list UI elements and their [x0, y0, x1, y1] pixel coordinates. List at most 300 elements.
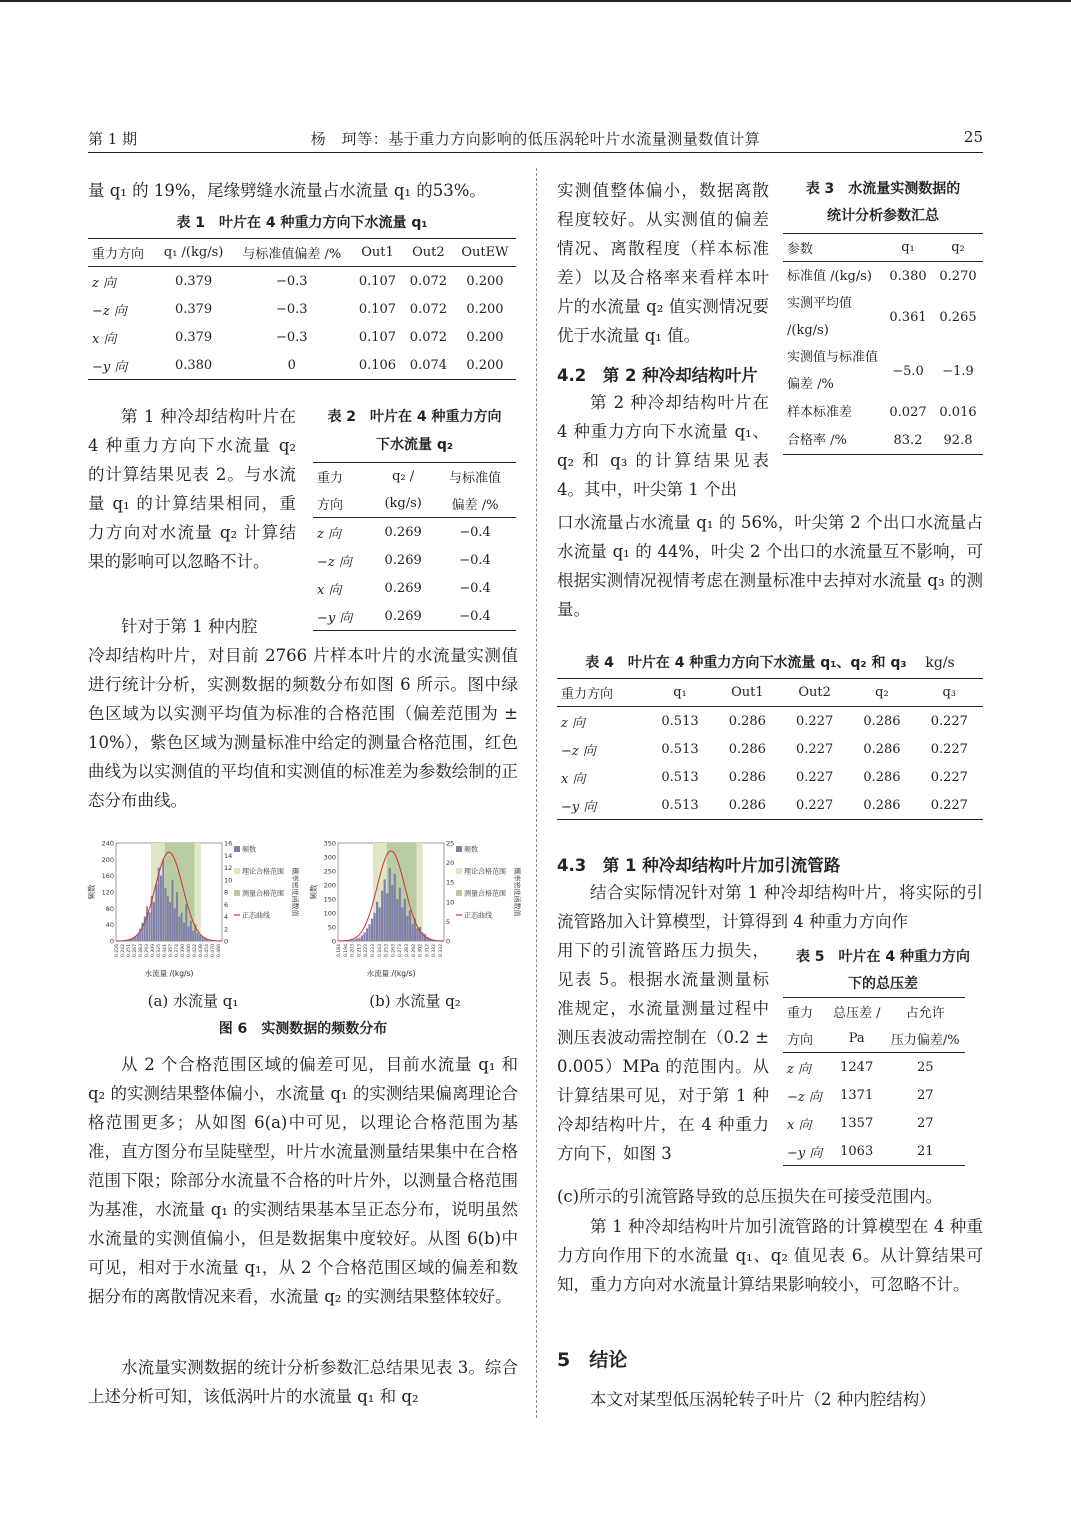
- table-cell: −0.3: [276, 273, 308, 289]
- x-tick-label: 0.267: [133, 944, 138, 958]
- x-tick-label: 0.470: [211, 944, 216, 958]
- y2-tick-label: 25: [446, 839, 455, 848]
- table-cell: −0.3: [276, 301, 308, 317]
- paragraph-right-top: 实测值整体偏小，数据离散程度较好。从实测值的偏差情况、离散程度（样本标准差）以及合格率来看样本叶片的水流量 q₂ 值实测情况要优于水流量 q₁ 值。: [557, 181, 769, 345]
- histogram-bar: [197, 933, 199, 941]
- y2-tick-label: 16: [224, 839, 233, 848]
- table-cell: 0.286: [863, 713, 901, 729]
- y2-tick-label: 15: [446, 878, 455, 887]
- table4.headers-header-cell: 重力方向: [557, 679, 646, 707]
- x-tick-label: 0.233: [371, 944, 376, 958]
- table-cell: 21: [916, 1143, 934, 1159]
- table4.headers-header-cell: q₁: [646, 679, 713, 707]
- running-header: [88, 124, 983, 152]
- x-tick-label: 0.302: [418, 944, 424, 958]
- table1.headers-header-cell: 与标准值偏差 /%: [232, 239, 352, 267]
- x-tick-label: 0.357: [169, 944, 174, 958]
- table3.headers-header-cell: q₁: [883, 234, 933, 262]
- x-tick-label: 0.406: [187, 944, 192, 958]
- table-cell: −y 向: [92, 359, 128, 375]
- table-cell: 0.106: [358, 357, 397, 373]
- x-tick-label: 0.184: [337, 944, 342, 958]
- y2-tick-label: 0: [224, 937, 229, 946]
- table5-caption-line2: 下的总压差: [848, 976, 918, 992]
- table-cell: 0.513: [661, 797, 699, 813]
- table4.headers-header-cell: Out2: [781, 679, 848, 707]
- table2.headers1-header-cell: 与标准值: [449, 471, 502, 486]
- x-tick-label: 0.194: [343, 944, 349, 958]
- y-tick-label: 100: [323, 909, 336, 918]
- table2-caption-line1: 表 2 叶片在 4 种重力方向: [327, 409, 502, 425]
- table-cell: −z 向: [317, 554, 352, 570]
- x-tick-label: 0.203: [350, 944, 356, 958]
- histogram-bar: [394, 874, 396, 941]
- table5: [783, 997, 965, 1166]
- table4: [557, 678, 983, 820]
- x-tick-label: 0.242: [121, 944, 126, 958]
- table-cell: x 向: [317, 582, 342, 598]
- histogram-bar: [416, 928, 418, 941]
- table1-header-row: [88, 239, 516, 267]
- table1.headers-header-cell: q₁ /(kg/s): [156, 239, 232, 267]
- table-row: [88, 351, 516, 380]
- table-row: [783, 398, 983, 426]
- histogram-bar: [363, 933, 365, 941]
- y-tick-label: 200: [101, 855, 114, 864]
- table-cell: −0.4: [459, 552, 491, 568]
- table5.headers1-header-cell: 总压差 /: [832, 1006, 881, 1021]
- table-cell: −z 向: [561, 743, 596, 759]
- histogram-bar: [153, 902, 155, 941]
- table-cell: 0.270: [939, 268, 977, 284]
- paragraph-top: 量 q₁ 的 19%，尾缘劈缝水流量占水流量 q₁ 的53%。: [88, 181, 486, 200]
- figure6a-chart: [88, 835, 298, 985]
- table1.headers-header-cell: Out2: [403, 239, 454, 267]
- table3.headers-header-cell: q₂: [933, 234, 983, 262]
- table-cell: −5.0: [892, 363, 924, 379]
- histogram-bar: [356, 938, 358, 941]
- table-row: [557, 707, 983, 736]
- table-cell: −0.4: [459, 524, 491, 540]
- table-row: [313, 602, 516, 631]
- table-cell: x 向: [92, 331, 117, 347]
- running-title: 杨 珂等：基于重力方向影响的低压涡轮叶片水流量测量数值计算: [310, 130, 761, 148]
- histogram-bar: [358, 938, 360, 941]
- table-cell: 0.513: [661, 741, 699, 757]
- table5-header-row2: [783, 1025, 965, 1053]
- y-tick-label: 80: [105, 904, 114, 913]
- histogram-bar: [176, 892, 178, 941]
- table4.headers-header-cell: q₂: [848, 679, 915, 707]
- histogram-bar: [379, 907, 381, 941]
- table-cell: 0.227: [930, 741, 968, 757]
- table-cell: 0.200: [466, 329, 504, 345]
- table2: [313, 462, 516, 631]
- table-row: [557, 791, 983, 820]
- table-cell: 1063: [840, 1143, 874, 1159]
- y-axis-label: 频数: [87, 884, 96, 900]
- histogram-bar: [411, 924, 413, 941]
- x-tick-label: 0.341: [163, 944, 168, 958]
- paragraph-4-3-lead: 结合实际情况针对第 1 种冷却结构叶片，将实际的引流管路加入计算模型，计算得到 4 种重力方向作: [557, 883, 983, 931]
- histogram-bar: [386, 893, 388, 941]
- x-tick-label: 0.243: [377, 944, 383, 958]
- x-tick-label: 0.293: [145, 944, 150, 958]
- table-cell: −y 向: [561, 799, 597, 815]
- table-cell: 0.107: [358, 301, 397, 317]
- y-tick-label: 160: [101, 872, 114, 881]
- column-divider: [536, 168, 537, 1418]
- y2-tick-label: 6: [224, 900, 229, 909]
- top-rule: [0, 0, 1071, 2]
- y-tick-label: 240: [101, 839, 114, 848]
- y-tick-label: 0: [331, 937, 336, 946]
- table-cell: 83.2: [893, 432, 923, 448]
- table-cell: 1247: [840, 1059, 874, 1075]
- x-tick-label: 0.283: [139, 944, 144, 958]
- histogram-bar: [371, 919, 373, 941]
- table-cell: 样本标准差: [787, 404, 853, 420]
- y2-tick-label: 5: [446, 917, 451, 926]
- table1.headers-header-cell: 重力方向: [88, 239, 156, 267]
- table-row: [557, 763, 983, 791]
- legend-swatch: [234, 868, 240, 874]
- x-tick-label: 0.292: [411, 944, 417, 958]
- table-row: [88, 323, 516, 351]
- heading-4-2: 4.2 第 2 种冷却结构叶片: [557, 366, 758, 385]
- table2.headers1-header-cell: 重力: [317, 471, 344, 486]
- histogram-bar: [396, 899, 398, 941]
- histogram-bar: [401, 907, 403, 941]
- table-cell: 0.227: [930, 769, 968, 785]
- table1-body: [88, 267, 516, 380]
- histogram-bar: [171, 880, 173, 941]
- x-tick-label: 0.422: [193, 944, 198, 958]
- table-cell: −0.4: [459, 580, 491, 596]
- table-cell: 0.200: [466, 357, 504, 373]
- histogram-bar: [376, 902, 378, 941]
- table-cell: 0.074: [409, 357, 448, 373]
- y2-tick-label: 0: [446, 937, 451, 946]
- table-cell: 0.027: [889, 404, 927, 420]
- histogram-bar: [165, 888, 167, 941]
- y-tick-label: 40: [105, 921, 114, 930]
- table-cell: 0.269: [384, 524, 422, 540]
- table-row: [783, 344, 983, 398]
- table5-body: [783, 1053, 965, 1166]
- table-row: [783, 426, 983, 455]
- table4-caption: [557, 650, 983, 676]
- y2-tick-label: 20: [446, 859, 455, 868]
- table-row: [783, 1137, 965, 1166]
- x-tick-label: 0.213: [357, 944, 363, 958]
- legend-swatch: [456, 868, 462, 874]
- y2-axis-label: 概率密度函数值: [513, 867, 521, 917]
- x-tick-label: 0.309: [151, 944, 156, 958]
- paragraph-4-3-cont: (c)所示的引流管路导致的总压损失在可接受范围内。: [557, 1187, 943, 1206]
- table-cell: 0.379: [174, 301, 213, 317]
- page-number: 25: [963, 128, 983, 146]
- paragraph-deviation: 从 2 个合格范围区域的偏差可见，目前水流量 q₁ 和 q₂ 的实测结果整体偏小，水流量 q₁ 的实测结果偏离理论合格范围更多；从如图 6(a)中可见，以理论合格范围为基准，直方图分布呈陡壁型，叶片水流量测量结果集中在合格范围下限；除部分水流量不合格的叶片外，以测量合格范围为基准，水流量 q₁ 的实测结果基本呈正态分布，说明虽然水流量的实测值偏小，但是数据集中度较好。从图 6(b)中可见，相对于水流量 q₁，从 2 个合格范围区域的偏差和数据分布的离散情况来看，水流量 q₂ 的实测结果整体较好。: [88, 1055, 518, 1306]
- table-cell: 0.286: [863, 797, 901, 813]
- figure6-caption: 图 6 实测数据的频数分布: [218, 1021, 388, 1037]
- table1-caption: 表 1 叶片在 4 种重力方向下水流量 q₁: [176, 215, 428, 231]
- table2.headers1-header-cell: q₂ /: [392, 469, 415, 484]
- table5.headers2-header-cell: 方向: [783, 1025, 828, 1053]
- histogram-bar: [160, 876, 162, 941]
- histogram-bar: [148, 912, 150, 941]
- table5.headers1-header-cell: 重力: [787, 1006, 814, 1021]
- table-cell: 0.286: [728, 713, 766, 729]
- table5.headers2-header-cell: 压力偏差/%: [885, 1025, 965, 1053]
- table-cell: 0.286: [863, 741, 901, 757]
- y-tick-label: 250: [323, 867, 336, 876]
- table-row: [88, 267, 516, 296]
- table-row: [783, 290, 983, 344]
- heading-5: 5 结论: [557, 1349, 628, 1371]
- y-tick-label: 300: [323, 853, 336, 862]
- figure6a-caption: (a) 水流量 q₁: [147, 992, 239, 1010]
- table-cell: 27: [916, 1115, 934, 1131]
- header-rule: [88, 152, 983, 153]
- histogram-bar: [167, 896, 169, 941]
- figure6b-caption: (b) 水流量 q₂: [369, 992, 461, 1010]
- x-axis-label: 水流量 /(kg/s): [144, 969, 194, 978]
- table2-body: [313, 518, 516, 631]
- legend-swatch: [456, 846, 462, 852]
- table3: [783, 233, 983, 455]
- table4-caption-text: 表 4 叶片在 4 种重力方向下水流量 q₁、q₂ 和 q₃: [585, 655, 907, 671]
- table5-header-row1: [783, 998, 965, 1026]
- table-cell: 0.016: [939, 404, 977, 420]
- legend-label: 理论合格范围: [242, 867, 284, 876]
- histogram-bar: [391, 885, 393, 941]
- table-cell: 实测值与标准值偏差 /%: [787, 350, 879, 392]
- table-cell: 合格率 /%: [787, 432, 847, 448]
- table5.headers1-header-cell: 占允许: [905, 1006, 945, 1021]
- paragraph-first-type: 第 1 种冷却结构叶片在 4 种重力方向下水流量 q₂ 的计算结果见表 2。与水流量 q₁ 的计算结果相同，重力方向对水流量 q₂ 计算结果的影响可以忽略不计。: [88, 407, 296, 571]
- table-row: [557, 735, 983, 763]
- histogram-bar: [162, 859, 164, 941]
- y2-tick-label: 12: [224, 864, 233, 872]
- table-row: [783, 1109, 965, 1137]
- table-cell: 0.265: [939, 309, 977, 325]
- table4.headers-header-cell: Out1: [714, 679, 781, 707]
- x-tick-label: 0.312: [425, 944, 431, 958]
- legend-label: 理论合格范围: [464, 867, 506, 876]
- table-cell: 0.227: [796, 797, 834, 813]
- table-cell: 25: [916, 1059, 934, 1075]
- table-cell: 0.072: [409, 301, 448, 317]
- histogram-bar: [384, 879, 386, 941]
- table-cell: 0.379: [174, 273, 213, 289]
- y-tick-label: 200: [323, 881, 336, 890]
- table-cell: −y 向: [787, 1145, 823, 1161]
- table-cell: x 向: [787, 1117, 812, 1133]
- table3-caption-line2: 统计分析参数汇总: [827, 208, 939, 224]
- histogram-bar: [199, 935, 201, 941]
- table4-header-row: [557, 679, 983, 707]
- x-tick-label: 0.273: [398, 944, 404, 958]
- table-row: [313, 546, 516, 574]
- legend-label: 测量合格范围: [242, 889, 284, 898]
- table-cell: 0.513: [661, 769, 699, 785]
- paragraph-4-3-table6: 第 1 种冷却结构叶片加引流管路的计算模型在 4 种重力方向作用下的水流量 q₁、q₂ 值见表 6。从计算结果可知，重力方向对水流量计算结果影响较小，可忽略不计。: [557, 1217, 983, 1294]
- table2-header-row2: [313, 490, 516, 518]
- figure6b-chart: [310, 835, 520, 985]
- table-cell: −z 向: [92, 303, 127, 319]
- histogram-bar: [389, 868, 391, 941]
- table-cell: 0.227: [796, 769, 834, 785]
- table4-body: [557, 707, 983, 820]
- histogram-bar: [185, 904, 187, 941]
- table-cell: 1371: [840, 1087, 874, 1103]
- table-cell: 0.200: [466, 273, 504, 289]
- table-cell: 实测平均值 /(kg/s): [787, 296, 853, 338]
- table1: [88, 238, 516, 380]
- table-cell: 0.200: [466, 301, 504, 317]
- paragraph-4-2-lead: 第 2 种冷却结构叶片在 4 种重力方向下水流量 q₁、q₂ 和 q₃ 的计算结果见表 4。其中，叶尖第 1 个出: [557, 393, 769, 499]
- histogram-bar: [373, 913, 375, 941]
- y2-tick-label: 10: [224, 876, 233, 885]
- histogram-bar: [169, 902, 171, 941]
- histogram-bar: [146, 906, 148, 941]
- y2-tick-label: 10: [446, 898, 455, 907]
- table4-unit: kg/s: [925, 655, 955, 671]
- table-cell: z 向: [92, 275, 116, 291]
- table2.headers2-header-cell: (kg/s): [372, 490, 434, 518]
- y-tick-label: 0: [109, 937, 114, 946]
- legend-label: 正态曲线: [242, 911, 270, 920]
- table-cell: 0.072: [409, 273, 448, 289]
- histogram-bar: [174, 908, 176, 941]
- table2.headers2-header-cell: 偏差 /%: [434, 490, 516, 518]
- x-tick-label: 0.325: [157, 944, 162, 958]
- histogram-bar: [399, 888, 401, 941]
- table-cell: x 向: [561, 771, 586, 787]
- x-tick-label: 0.253: [384, 944, 390, 958]
- histogram-bar: [368, 924, 370, 941]
- x-tick-label: 0.390: [181, 944, 186, 958]
- table-cell: 0.227: [930, 797, 968, 813]
- y2-tick-label: 2: [224, 925, 229, 934]
- table-cell: 0.227: [796, 741, 834, 757]
- table-cell: z 向: [561, 715, 585, 731]
- x-tick-label: 0.251: [127, 944, 132, 958]
- table1.headers-header-cell: Out1: [352, 239, 403, 267]
- y2-tick-label: 8: [224, 888, 229, 897]
- table-cell: −0.3: [276, 329, 308, 345]
- table-cell: 标准值 /(kg/s): [787, 268, 872, 284]
- table2.headers2-header-cell: 方向: [313, 490, 372, 518]
- histogram-bar: [353, 939, 355, 941]
- table5.headers2-header-cell: Pa: [828, 1025, 886, 1053]
- y-tick-label: 150: [323, 895, 336, 904]
- x-tick-label: 0.438: [199, 944, 204, 958]
- heading-4-3: 4.3 第 1 种冷却结构叶片加引流管路: [557, 856, 841, 875]
- table3-header-row: [783, 234, 983, 262]
- histogram-bar: [361, 935, 363, 941]
- x-tick-label: 0.263: [391, 944, 397, 958]
- histogram-bar: [406, 916, 408, 941]
- table-row: [313, 518, 516, 547]
- x-tick-label: 0.223: [364, 944, 370, 958]
- table-cell: 0: [287, 357, 296, 373]
- table-row: [783, 262, 983, 291]
- table-cell: −1.9: [942, 363, 974, 379]
- legend-swatch: [234, 890, 240, 896]
- table-cell: −y 向: [317, 610, 353, 626]
- paragraph-4-2: 口水流量占水流量 q₁ 的 56%，叶尖第 2 个出口水流量占水流量 q₁ 的 44%，叶尖 2 个出口的水流量互不影响，可根据实测情况视情考虑在测量标准中去掉对水流量 q₃ 的测量。: [557, 513, 983, 619]
- table-row: [313, 574, 516, 602]
- table-cell: 0.269: [384, 580, 422, 596]
- paragraph-summary: 水流量实测数据的统计分析参数汇总结果见表 3。综合上述分析可知，该低涡叶片的水流量 q₁ 和 q₂: [88, 1358, 518, 1406]
- x-tick-label: 0.374: [175, 944, 180, 958]
- table-cell: 0.107: [358, 329, 397, 345]
- x-axis-label: 水流量 /(kg/s): [366, 969, 416, 978]
- histogram-bar: [155, 884, 157, 941]
- table2-caption-line2: 下水流量 q₂: [375, 437, 454, 453]
- legend-label: 频数: [464, 845, 478, 854]
- table-cell: 0.380: [889, 268, 927, 284]
- table-cell: z 向: [317, 526, 341, 542]
- histogram-bar: [181, 912, 183, 941]
- table-cell: 0.513: [661, 713, 699, 729]
- legend-label: 频数: [242, 845, 256, 854]
- histogram-bar: [178, 917, 180, 942]
- table-cell: 0.379: [174, 329, 213, 345]
- x-tick-label: 0.226: [115, 944, 120, 958]
- legend-swatch: [456, 890, 462, 896]
- table3-caption-line1: 表 3 水流量实测数据的: [805, 181, 961, 197]
- table1.headers-header-cell: OutEW: [454, 239, 516, 267]
- x-tick-label: 0.322: [432, 944, 438, 958]
- issue-number: 第 1 期: [88, 130, 138, 148]
- legend-label: 测量合格范围: [464, 889, 506, 898]
- table-cell: z 向: [787, 1061, 811, 1077]
- histogram-bar: [183, 923, 185, 941]
- y2-tick-label: 14: [224, 851, 233, 860]
- table-cell: 92.8: [943, 432, 973, 448]
- table-cell: 0.361: [889, 309, 927, 325]
- table-cell: 0.227: [930, 713, 968, 729]
- histogram-bar: [404, 899, 406, 941]
- histogram-bar: [190, 921, 192, 941]
- histogram-bar: [381, 891, 383, 941]
- histogram-bar: [366, 928, 368, 941]
- y2-tick-label: 4: [224, 913, 229, 921]
- table2-header-row1: [313, 463, 516, 491]
- paragraph-5: 本文对某型低压涡轮转子叶片（2 种内腔结构）: [590, 1390, 936, 1409]
- table-cell: 0.107: [358, 273, 397, 289]
- paragraph-stats: 冷却结构叶片，对目前 2766 片样本叶片的水流量实测值进行统计分析，实测数据的频数分布如图 6 所示。图中绿色区域为以实测平均值为标准的合格范围（偏差范围为 ± 10%），紫色区域为测量标准中给定的测量合格范围，红色曲线为以实测值的平均值和实测值的标准差为参数绘制的正态分布曲线。: [88, 646, 518, 810]
- table-cell: 0.286: [863, 769, 901, 785]
- histogram-bar: [188, 927, 190, 941]
- table-cell: 0.286: [728, 741, 766, 757]
- table-cell: 0.227: [796, 713, 834, 729]
- table4.headers-header-cell: q₃: [916, 679, 983, 707]
- x-tick-label: 0.486: [217, 944, 222, 958]
- table3-body: [783, 262, 983, 455]
- table-cell: 27: [916, 1087, 934, 1103]
- paragraph-4-3: 用下的引流管路压力损失，见表 5。根据水流量测量标准规定，水流量测量过程中测压表波动需控制在（0.2 ± 0.005）MPa 的范围内。从计算结果可见，对于第 1 种冷却结构叶片，在 4 种重力方向下，如图 3: [557, 941, 769, 1163]
- y-axis-label: 频数: [309, 884, 318, 900]
- paragraph-stats-lead: 针对于第 1 种内腔: [121, 617, 258, 636]
- x-tick-label: 0.283: [405, 944, 410, 958]
- table-cell: 0.269: [384, 552, 422, 568]
- table-cell: 0.286: [728, 797, 766, 813]
- table5-caption-line1: 表 5 叶片在 4 种重力方向: [795, 949, 971, 965]
